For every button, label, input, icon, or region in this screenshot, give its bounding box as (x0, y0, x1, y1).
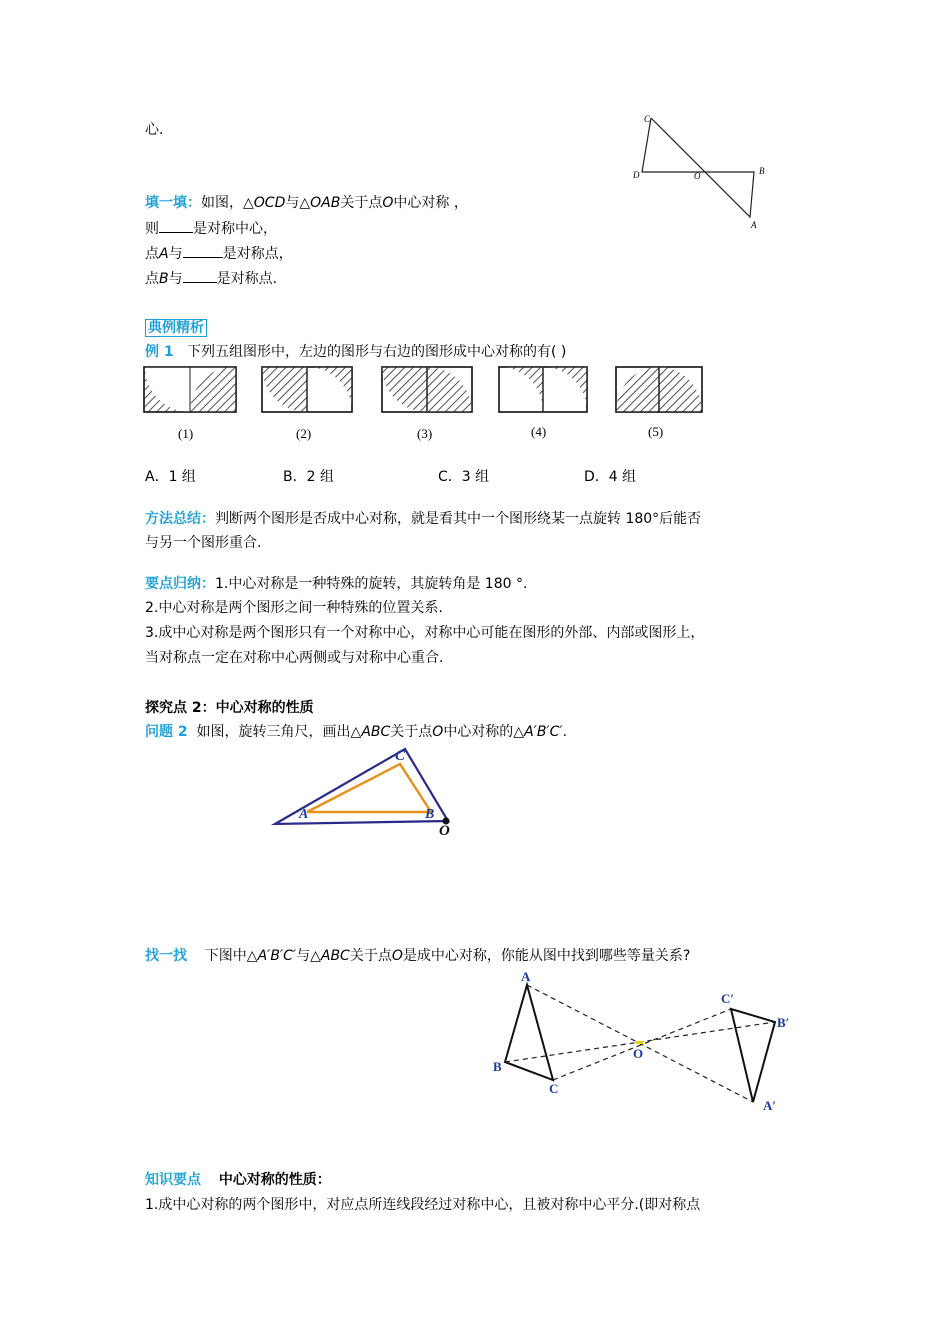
fill-in-line-1: 填一填：如图，△OCD与△OAB关于点O中心对称 ， (145, 195, 468, 211)
fig1-label-o: O (694, 171, 701, 181)
center-o-mark (636, 1041, 643, 1044)
method-line-2: 与另一个图形重合. (145, 535, 262, 551)
knowledge-heading: 知识要点 中心对称的性质： (145, 1172, 331, 1188)
fig2-label-o: O (439, 823, 450, 839)
example-figures (140, 360, 710, 450)
fig3-label-a: A (521, 969, 531, 984)
fill-in-label: 填一填： (145, 195, 201, 211)
figure-set-square (265, 740, 475, 840)
find-label: 找一找 (145, 948, 187, 964)
figure-label-2: (2) (296, 426, 312, 441)
fig3-label-c: C (549, 1081, 559, 1096)
fig3-label-o: O (633, 1046, 644, 1061)
fig2-label-c: C (395, 748, 406, 764)
fill-in-line-4: 点B与 是对称点. (145, 268, 277, 289)
question-label: 问题 2 (145, 724, 188, 740)
triangle-a-b-c-prime (731, 1009, 775, 1102)
knowledge-line-1: 1.成中心对称的两个图形中，对应点所连线段经过对称中心，且被对称中心平分.(即对称点 (145, 1197, 701, 1213)
fig1-label-b: B (759, 166, 765, 176)
fig3-label-b-prime: B′ (777, 1015, 790, 1030)
method-label: 方法总结： (145, 511, 215, 527)
section-heading: 典例精析 (145, 318, 207, 338)
fill-in-line-2: 则 是对称中心， (145, 218, 277, 239)
explore-title: 探究点 2：中心对称的性质 (145, 700, 314, 716)
figure-label-1: (1) (178, 426, 194, 441)
fig1-label-a: A (751, 220, 757, 230)
keypoint-line-1: 要点归纳：1.中心对称是一种特殊的旋转，其旋转角是 180 °. (145, 576, 528, 592)
fig1-label-d: D (633, 170, 640, 180)
explore-question: 问题 2 如图，旋转三角尺，画出△ABC关于点O中心对称的△A′B′C′. (145, 724, 568, 740)
fill-in-line-3: 点A与 是对称点， (145, 243, 293, 264)
keypoint-line-4: 当对称点一定在对称中心两侧或与对称中心重合. (145, 650, 444, 666)
figure-ocd-oab-lines (642, 118, 754, 217)
example-question: 例 1 下列五组图形中，左边的图形与右边的图形成中心对称的有( ) (145, 344, 567, 360)
option-a[interactable]: A．1 组 (145, 469, 196, 485)
answer-blank[interactable] (183, 243, 223, 258)
pattern-figure-3 (382, 367, 472, 412)
fig2-label-a: A (299, 807, 309, 822)
answer-blank[interactable] (183, 268, 217, 283)
method-line-1: 方法总结：判断两个图形是否成中心对称，就是看其中一个图形绕某一点旋转 180°后能否 (145, 511, 702, 527)
figure-label-3: (3) (417, 426, 433, 441)
option-b[interactable]: B．2 组 (283, 469, 334, 485)
figure-ocd-oab (630, 110, 780, 235)
pattern-figure-5 (616, 367, 702, 412)
pattern-figure-4 (499, 367, 587, 412)
fig1-label-c: C (644, 114, 651, 124)
fig3-label-c-prime: C′ (721, 991, 735, 1006)
fig3-label-a-prime: A′ (763, 1098, 777, 1113)
keypoint-line-3: 3.成中心对称是两个图形只有一个对称中心，对称中心可能在图形的外部、内部或图形上， (145, 625, 705, 641)
pattern-figure-2 (262, 367, 352, 412)
figure-central-symmetry (485, 965, 805, 1115)
triangle-abc (307, 764, 431, 812)
fig2-label-b: B (425, 807, 435, 822)
example-label: 例 1 (145, 344, 174, 360)
fig3-label-b: B (493, 1059, 502, 1074)
triangle-abc (505, 985, 553, 1080)
find-line: 找一找 下图中△A′B′C′与△ABC关于点O是成中心对称，你能从图中找到哪些等量关系? (145, 948, 691, 964)
knowledge-label: 知识要点 (145, 1172, 201, 1188)
option-d[interactable]: D．4 组 (584, 469, 637, 485)
keypoints-label: 要点归纳： (145, 576, 215, 592)
continued-text: 心. (145, 122, 164, 138)
figure-label-5: (5) (648, 424, 664, 439)
answer-blank[interactable] (159, 218, 193, 233)
option-c[interactable]: C．3 组 (438, 469, 490, 485)
keypoint-line-2: 2.中心对称是两个图形之间一种特殊的位置关系. (145, 600, 443, 616)
figure-label-4: (4) (531, 424, 547, 439)
